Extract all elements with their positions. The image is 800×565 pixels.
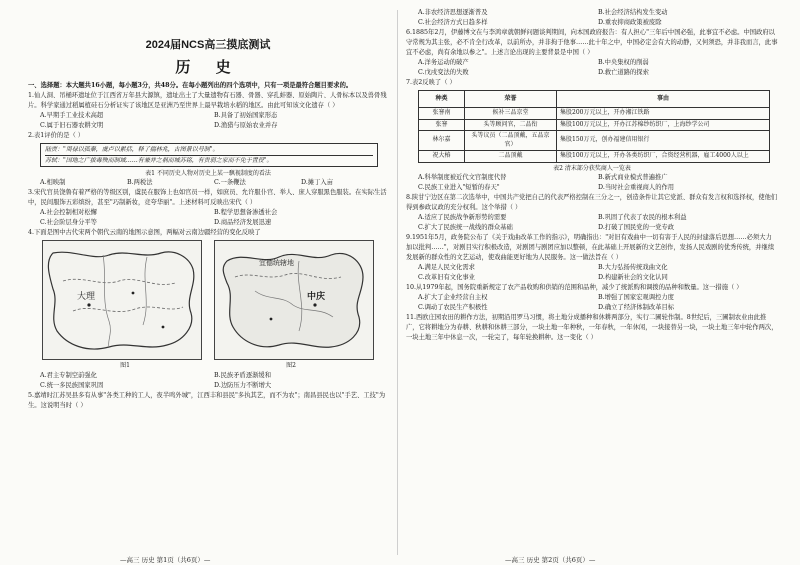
map-2 (214, 240, 374, 360)
q5-option-c[interactable]: C.社会经济方式日趋多样 (418, 19, 488, 26)
q2-option-b[interactable]: B.两税法 (127, 179, 153, 186)
q8-option-c[interactable]: C.扩大了民族统一战线的群众基础 (418, 223, 513, 231)
q9-option-b[interactable]: B.大力弘扬传统戏曲文化 (598, 263, 668, 271)
question-5-stem: 5.嘉靖时江苏吴县多有从事"各类工种的工人，夜半鸣外城"，江西丰和县民"多执其艺，而不为农"；南昌县民也以"手艺、工技"为生。这说明当时（ ） (28, 392, 386, 409)
question-10-stem: 10.从1979年起，国务院重新规定了农产品收购和供销的范围和品种，减少了统派购和调拨的品种和数量。这一措施（ ） (406, 283, 743, 291)
table-2-header: 种类 (419, 91, 465, 108)
footer-page-2: —高三 历史 第2页（共6页）— (505, 556, 596, 564)
q4-option-c[interactable]: C.统一多民族国家巩固 (40, 382, 104, 389)
q5-option-a[interactable]: A.非农经济思想逐渐普及 (418, 9, 488, 16)
q1-option-b[interactable]: B.具备了初始国家形态 (214, 112, 278, 119)
table-2-cell: 林尔嘉 (419, 131, 465, 151)
table-2-cell: 候补三品京堂 (465, 108, 557, 120)
q9-option-d[interactable]: D.构建新社会的文化认同 (598, 273, 668, 281)
q1-option-a[interactable]: A.早期手工业技术高超 (40, 112, 104, 119)
table-2-cell: 集股100万元以上，开办各类纺织厂，合资经营机器，雇工4000人以上 (557, 151, 770, 163)
page-divider (397, 10, 398, 555)
question-4-options (28, 371, 388, 391)
question-7-options (406, 173, 778, 193)
table-2-cell: 头等议员（二品顶戴，五品京官） (465, 131, 557, 151)
q8-option-a[interactable]: A.适应了民族战争新形势的需要 (418, 213, 507, 221)
table-2-header-row (419, 91, 770, 108)
table-2-row (419, 151, 770, 163)
map-1-label: 大理 (77, 292, 96, 302)
q5-option-d[interactable]: D.重农抑商政策被废除 (598, 19, 662, 26)
question-7-stem: 7.表2反映了（ ） (406, 79, 456, 86)
table-2-header: 荣誉 (465, 91, 557, 108)
map-2-caption: 图2 (286, 362, 296, 369)
table-2-cell: 祝大椿 (419, 151, 465, 163)
table-2-caption: 表2 清末部分获奖商人一览表 (553, 164, 631, 172)
table-2-cell: 集股100万元以上，开办江苏棉纱纺织厂，上海纱学公司 (557, 119, 770, 131)
right-column (406, 8, 778, 565)
question-1-options (28, 111, 388, 131)
q10-option-c[interactable]: C.调动了农民生产积极性 (418, 303, 488, 311)
q3-option-a[interactable]: A.社会控制相对松懈 (40, 209, 97, 216)
question-11-stem: 11.西欧庄园农田的耕作方法，初期沿用罗马习惯，将土地分成播种和休耕两部分，实行二圃轮作制。8世纪后，三圃制农业由此推广，它将耕地分为春耕、秋耕和休耕三部分，一块土地一年种秋，一年春秋，一年休闲，一块接替另一块，一块土地三年中轮作两次，一块土地三年中休息一次，一轮完了，每年轮换耕种。这一变化（ ） (406, 313, 778, 341)
q2-option-a[interactable]: A.相映制 (40, 179, 66, 186)
table-2-cell: 集股150万元，创办福建信用银行 (557, 131, 770, 151)
question-2-options (28, 178, 388, 188)
q7-option-b[interactable]: B.新式商业模式普遍推广 (598, 173, 668, 181)
map-1-caption: 图1 (120, 362, 130, 369)
table-1-row: 苏轼："国地之广拔毒殃而制域……有兼并之祸而城苏铭，有贵弱之家而不免于置役"。 (45, 155, 373, 166)
subject-title: 历 史 (175, 58, 241, 76)
question-6-stem: 6.1885年2月，伊藤博文在与李鸿章就朝鲜问题谈判期间，向本国政府报告：有人担心"三年后中国必强，此事宜不必虑。中国政府以守常规为其主张，必不肯全行改革，以前所办，并非拘于他事……此十年之中，中国必定会有大的动静，又何须恐，并非我而言，此事宜不必虑，尚有余地以参之"。上述言论出现的主要背景是中国（ ） (406, 29, 778, 56)
q10-option-a[interactable]: A.扩大了企业经营自主权 (418, 293, 488, 301)
q10-option-d[interactable]: D.确立了经济体制改革目标 (598, 303, 675, 311)
q6-option-d[interactable]: D.救亡道路的探索 (598, 69, 649, 76)
q3-option-d[interactable]: D.商品经济发展迅速 (214, 219, 272, 226)
question-4-stem: 4.下面是图中古代宋两个朝代云南的地图示意图，两幅对云南边疆经营的变化反映了 (28, 229, 261, 236)
question-4-maps (42, 240, 374, 360)
q9-option-a[interactable]: A.满足人民文化需求 (418, 263, 475, 271)
map-2-label-2: 中庆 (307, 292, 326, 302)
table-2-row (419, 119, 770, 131)
q1-option-c[interactable]: C.属于旧石器农耕文明 (40, 122, 104, 129)
table-2-cell: 头等顾问官，二品衔 (465, 119, 557, 131)
left-column (28, 8, 388, 565)
table-2-row (419, 108, 770, 120)
question-3-stem: 3.宋代官员饶鲁有着严格的等级区别，虞民在服饰上也如官员一样，如庶员、允许服仆官、举人、庶人穿服黑色服装。在实际生活中，民间服饰五彩缤纷，甚至"巧制新妆，竞夸华丽"。上述材料可反映出宋代（ ） (28, 189, 387, 206)
map-1-drawing (43, 241, 201, 359)
question-1-stem: 1.仙人洞、吊桶环遗址位于江西省万年县大源镇，遗址出土了大量遗物有石器、骨器、穿孔蚌器、原始陶片、人骨标本以及兽骨残片。科学家通过稻属植硅石分析证实了该地区是亚洲乃至世界上最早栽培水稻的地区。由此可知该文化遗存（ ） (28, 92, 387, 109)
section-instructions-text: 本大题共16小题，每小题3分，共48分。在每小题列出的四个选项中，只有一项是最符合题目要求的。 (65, 82, 353, 89)
q3-option-b[interactable]: B.程学思想备渗透社会 (214, 209, 278, 216)
q5-option-b[interactable]: B.社会经济结构发生变动 (598, 9, 668, 16)
q4-option-b[interactable]: B.民族矛盾逐渐缓和 (214, 372, 272, 379)
question-8-options (406, 213, 778, 233)
table-1-row: 陆贾："周禄以孤秦，虞卢以累括，释了揣林兆，古图景以号制"。 (45, 146, 219, 153)
q6-option-b[interactable]: B.中央集权的削弱 (598, 59, 649, 66)
map-1 (42, 240, 202, 360)
q8-option-d[interactable]: D.打破了国民党的一党专政 (598, 223, 675, 231)
question-9-options (406, 263, 778, 283)
table-1 (40, 143, 378, 167)
table-2-cell: 集股200万元以上，开办湘江铁路 (557, 108, 770, 120)
q2-option-d[interactable]: D.摊丁入亩 (301, 179, 334, 186)
table-1-caption: 表1 不同历史人物对历史上某一飘视制度的看法 (145, 170, 271, 177)
q9-option-c[interactable]: C.改革旧有文化事业 (418, 273, 475, 281)
map-captions (42, 361, 374, 370)
q4-option-a[interactable]: A.君主专制空前强化 (40, 372, 97, 379)
q4-option-d[interactable]: D.边防压力不断增大 (214, 382, 272, 389)
q2-option-c[interactable]: C.一条鞭法 (214, 179, 246, 186)
question-10-options (406, 293, 778, 313)
q7-option-a[interactable]: A.科举制度被近代文官制度代替 (418, 173, 507, 181)
section-heading: 一、选择题： (28, 82, 66, 89)
question-2-stem: 2.表1评价的是（ ） (28, 132, 85, 139)
table-2-cell: 张謇南 (419, 108, 465, 120)
question-8-stem: 8.陕甘宁边区在第二次选举中，中国共产党把自己的代表严格控制在三分之一，创造条件让其它党派、群众有发言权和选择权，使他们得到参政议政的充分权利。这个举措（ ） (406, 193, 778, 211)
q8-option-b[interactable]: B.巩固了代表了农民的根本利益 (598, 213, 687, 221)
q1-option-d[interactable]: D.渔猎与原始农业并存 (214, 122, 278, 129)
q10-option-b[interactable]: B.增强了国家宏观调控力度 (598, 293, 674, 301)
question-5-options (406, 8, 778, 28)
question-9-stem: 9.1951年5月，政务院公布了《关于戏曲改革工作的指示》，明确指出："对旧有戏曲中一切有害于人民的封建落后思想……必须大力加以批判……"，对剧目实行积极改造，对剧团与剧团应加以整顿，在此基础上开展新的文艺创作，发扬人民戏剧的优秀传统，并继续发展新的群众性的文艺运动，使戏曲能更好地为人民服务。这一做法旨在（ ） (406, 233, 775, 261)
q6-option-a[interactable]: A.洋务运动的破产 (418, 59, 469, 66)
table-2-header: 事由 (557, 91, 770, 108)
q7-option-d[interactable]: D.当时社会重视商人的作用 (598, 183, 675, 191)
q7-option-c[interactable]: C.民族工业进入"短暂的春天" (418, 183, 500, 191)
q3-option-c[interactable]: C.社会阶层身分平等 (40, 219, 97, 226)
question-3-options (28, 208, 388, 228)
map-2-drawing (215, 241, 373, 359)
footer-page-1: —高三 历史 第1页（共6页）— (120, 556, 211, 564)
question-6-options (406, 58, 778, 78)
table-2 (418, 90, 770, 163)
table-2-cell: 张謇 (419, 119, 465, 131)
q6-option-c[interactable]: C.戊戌变法的失败 (418, 69, 469, 76)
map-2-label: 宜德统辖地 (259, 259, 294, 267)
table-2-row (419, 131, 770, 151)
section-instructions (28, 81, 388, 91)
table-2-cell: 二品顶戴 (465, 151, 557, 163)
exam-title: 2024届NCS高三摸底测试 (145, 39, 271, 51)
